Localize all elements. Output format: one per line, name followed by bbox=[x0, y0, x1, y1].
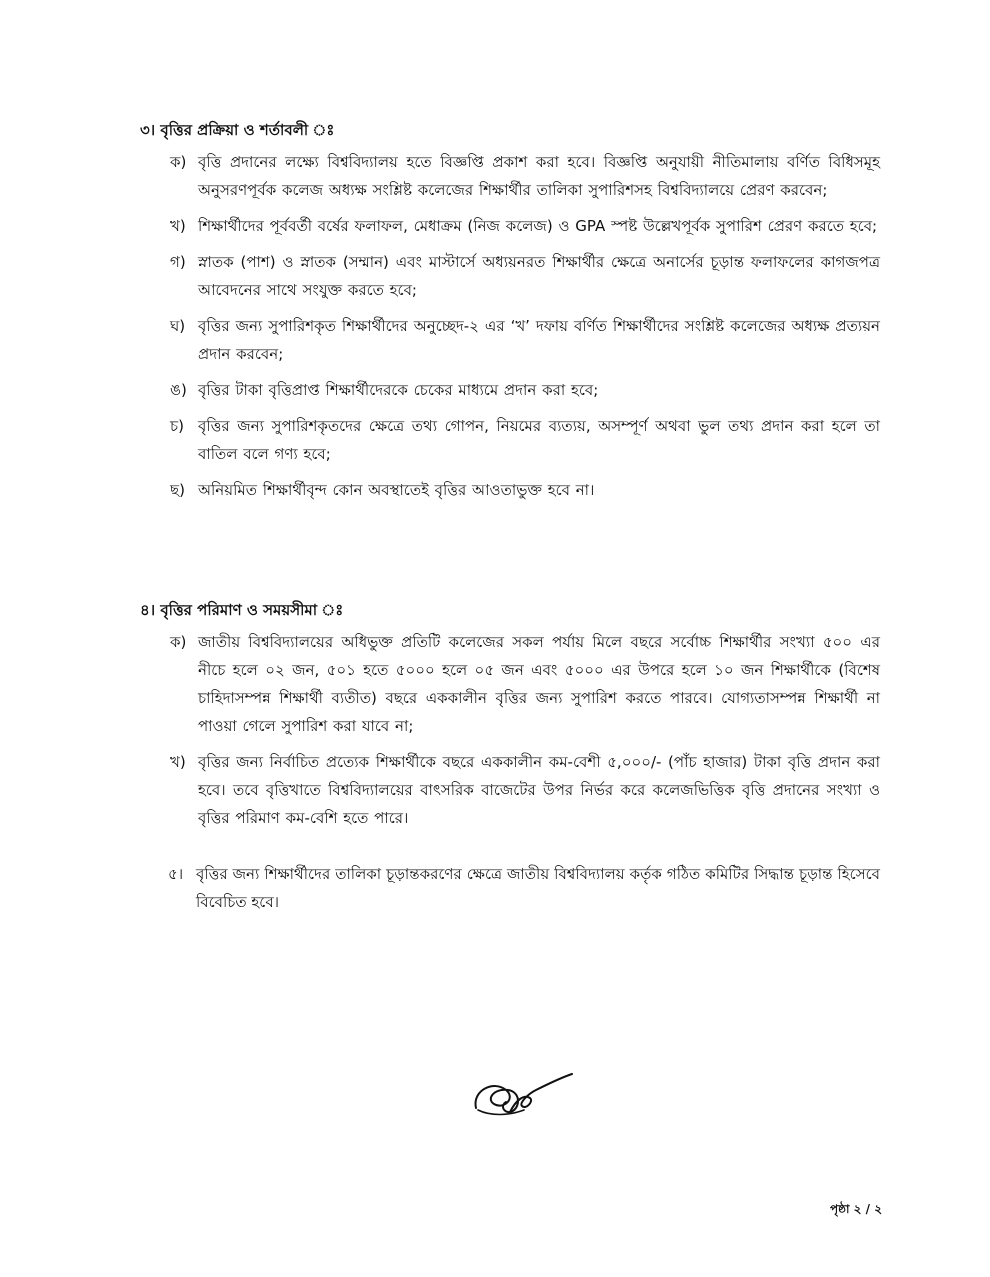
item-text: বৃত্তির জন্য সুপারিশকৃতদের ক্ষেত্রে তথ্য গোপন, নিয়মের ব্যত্যয়, অসম্পূর্ণ অথবা ভুল তথ্য প্রদান করা হলে তা বাতিল বলে গণ্য হবে; bbox=[198, 417, 880, 463]
list-item bbox=[170, 312, 880, 368]
item-marker: খ) bbox=[170, 217, 186, 235]
section-3-list bbox=[140, 148, 880, 504]
item-text: স্নাতক (পাশ) ও স্নাতক (সম্মান) এবং মাস্টার্সে অধ্যয়নরত শিক্ষার্থীর ক্ষেত্রে অনার্সের চূড়ান্ত ফলাফলের কাগজপত্র আবেদনের সাথে সংযুক্ত করতে হবে; bbox=[198, 253, 880, 299]
section-3 bbox=[140, 118, 880, 512]
item-marker: ছ) bbox=[170, 481, 185, 499]
list-item bbox=[170, 212, 880, 240]
item-marker: ক) bbox=[170, 633, 187, 651]
section-4-heading: ৪। বৃত্তির পরিমাণ ও সময়সীমা ঃ bbox=[140, 601, 344, 619]
page-number: পৃষ্ঠা ২ / ২ bbox=[830, 1202, 882, 1216]
item-text: অনিয়মিত শিক্ষার্থীবৃন্দ কোন অবস্থাতেই বৃত্তির আওতাভুক্ত হবে না। bbox=[198, 481, 595, 499]
list-item bbox=[170, 412, 880, 468]
item-marker: খ) bbox=[170, 753, 186, 771]
item-text: বৃত্তির টাকা বৃত্তিপ্রাপ্ত শিক্ষার্থীদেরকে চেকের মাধ্যমে প্রদান করা হবে; bbox=[198, 381, 599, 399]
list-item bbox=[170, 748, 880, 832]
item-marker: ঙ) bbox=[170, 381, 187, 399]
item-marker: ক) bbox=[170, 153, 187, 171]
section-5-number: ৫। bbox=[168, 865, 184, 883]
list-item bbox=[170, 376, 880, 404]
item-text: বৃত্তির জন্য সুপারিশকৃত শিক্ষার্থীদের অনুচ্ছেদ-২ এর ‘খ’ দফায় বর্ণিত শিক্ষার্থীদের সংশ্লিষ্ট কলেজের অধ্যক্ষ প্রত্যয়ন প্রদান করবেন; bbox=[198, 317, 880, 363]
signature-image bbox=[464, 1060, 584, 1130]
item-text: বৃত্তির জন্য নির্বাচিত প্রত্যেক শিক্ষার্থীকে বছরে এককালীন কম-বেশী ৫,০০০/- (পাঁচ হাজার) টাকা বৃত্তি প্রদান করা হবে। তবে বৃত্তিখাতে বিশ্ববিদ্যালয়ের বাৎসরিক বাজেটের উপর নির্ভর করে কলেজভিত্তিক বৃত্তি প্রদানের সংখ্যা ও বৃত্তির পরিমাণ কম-বেশি হতে পারে। bbox=[198, 753, 880, 827]
section-3-heading: ৩। বৃত্তির প্রক্রিয়া ও শর্তাবলী ঃ bbox=[140, 121, 335, 139]
list-item bbox=[170, 628, 880, 740]
item-text: জাতীয় বিশ্ববিদ্যালয়ের অধিভুক্ত প্রতিটি কলেজের সকল পর্যায় মিলে বছরে সর্বোচ্চ শিক্ষার্থীর সংখ্যা ৫০০ এর নীচে হলে ০২ জন, ৫০১ হতে ৫০০০ হলে ০৫ জন এবং ৫০০০ এর উপরে হলে ১০ জন শিক্ষার্থীকে (বিশেষ চাহিদাসম্পন্ন শিক্ষার্থী ব্যতীত) বছরে এককালীন বৃত্তির জন্য সুপারিশ করতে পারবে। যোগ্যতাসম্পন্ন শিক্ষার্থী না পাওয়া গেলে সুপারিশ করা যাবে না; bbox=[198, 633, 880, 735]
section-5 bbox=[168, 860, 880, 916]
item-text: শিক্ষার্থীদের পূর্ববর্তী বর্ষের ফলাফল, মেধাক্রম (নিজ কলেজ) ও GPA স্পষ্ট উল্লেখপূর্বক সুপারিশ প্রেরণ করতে হবে; bbox=[198, 217, 878, 235]
item-marker: ঘ) bbox=[170, 317, 186, 335]
list-item bbox=[170, 248, 880, 304]
section-5-text: বৃত্তির জন্য শিক্ষার্থীদের তালিকা চূড়ান্তকরণের ক্ষেত্রে জাতীয় বিশ্ববিদ্যালয় কর্তৃক গঠিত কমিটির সিদ্ধান্ত চূড়ান্ত হিসেবে বিবেচিত হবে। bbox=[196, 865, 880, 911]
item-text: বৃত্তি প্রদানের লক্ষ্যে বিশ্ববিদ্যালয় হতে বিজ্ঞপ্তি প্রকাশ করা হবে। বিজ্ঞপ্তি অনুযায়ী নীতিমালায় বর্ণিত বিধিসমূহ অনুসরণপূর্বক কলেজ অধ্যক্ষ সংশ্লিষ্ট কলেজের শিক্ষার্থীর তালিকা সুপারিশসহ বিশ্ববিদ্যালয়ে প্রেরণ করবেন; bbox=[198, 153, 880, 199]
list-item bbox=[170, 476, 880, 504]
item-marker: গ) bbox=[170, 253, 186, 271]
section-4 bbox=[140, 598, 880, 840]
item-marker: চ) bbox=[170, 417, 184, 435]
list-item bbox=[170, 148, 880, 204]
section-4-list bbox=[140, 628, 880, 832]
